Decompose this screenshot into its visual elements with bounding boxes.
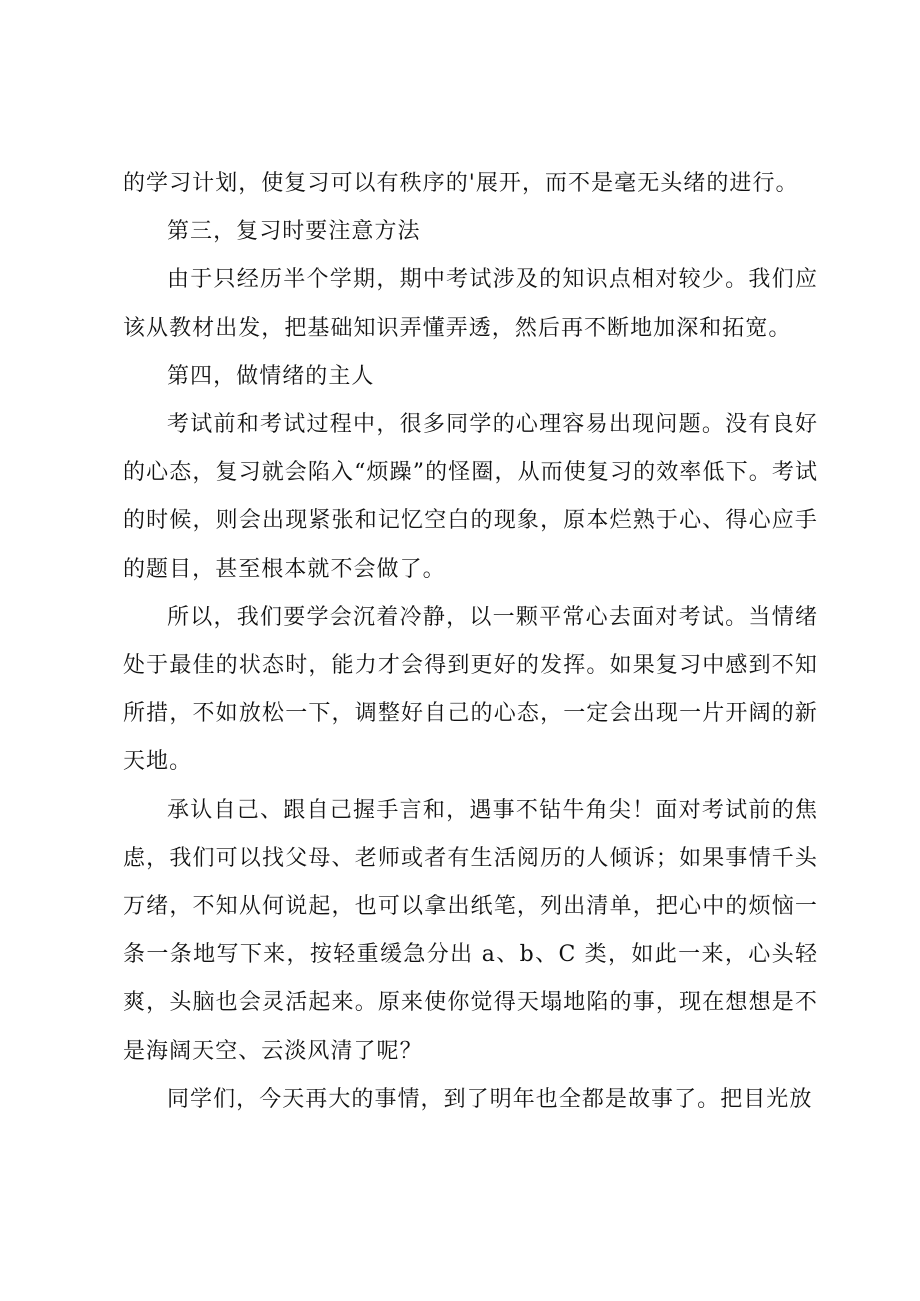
paragraph-continuation: 的学习计划，使复习可以有秩序的'展开，而不是毫无头绪的进行。 [123,171,799,196]
heading-third-point: 第三，复习时要注意方法 [167,219,421,245]
paragraph-self-acceptance: 承认自己、跟自己握手言和，遇事不钻牛角尖！面对考试前的焦虑，我们可以找父母、老师或者有生活阅历的人倾诉；如果事情千头万绪，不知从何说起，也可以拿出纸笔，列出清单，把心中的烦恼一条一条地写下来，按轻重缓急分出 a、b、C 类，如此一来，心头轻爽，头脑也会灵活起来。原来使你觉得天塌地陷的事，现在想想是不是海阔天空、云淡风清了呢？ [123,797,818,1064]
paragraph-exam-mindset: 考试前和考试过程中，很多同学的心理容易出现问题。没有良好的心态，复习就会陷入“烦躁”的怪圈，从而使复习的效率低下。考试的时候，则会出现紧张和记忆空白的现象，原本烂熟于心、得心应手的题目，甚至根本就不会做了。 [123,412,818,582]
paragraph-review-method: 由于只经历半个学期，期中考试涉及的知识点相对较少。我们应该从教材出发，把基础知识弄懂弄透，然后再不断地加深和拓宽。 [123,267,818,341]
heading-fourth-point: 第四，做情绪的主人 [167,363,375,389]
paragraph-closing: 同学们，今天再大的事情，到了明年也全都是故事了。把目光放 [167,1086,813,1112]
document-body [123,160,818,1124]
paragraph-stay-calm: 所以，我们要学会沉着冷静，以一颗平常心去面对考试。当情绪处于最佳的状态时，能力才会得到更好的发挥。如果复习中感到不知所措，不如放松一下，调整好自己的心态，一定会出现一片开阔的新天地。 [123,604,818,775]
